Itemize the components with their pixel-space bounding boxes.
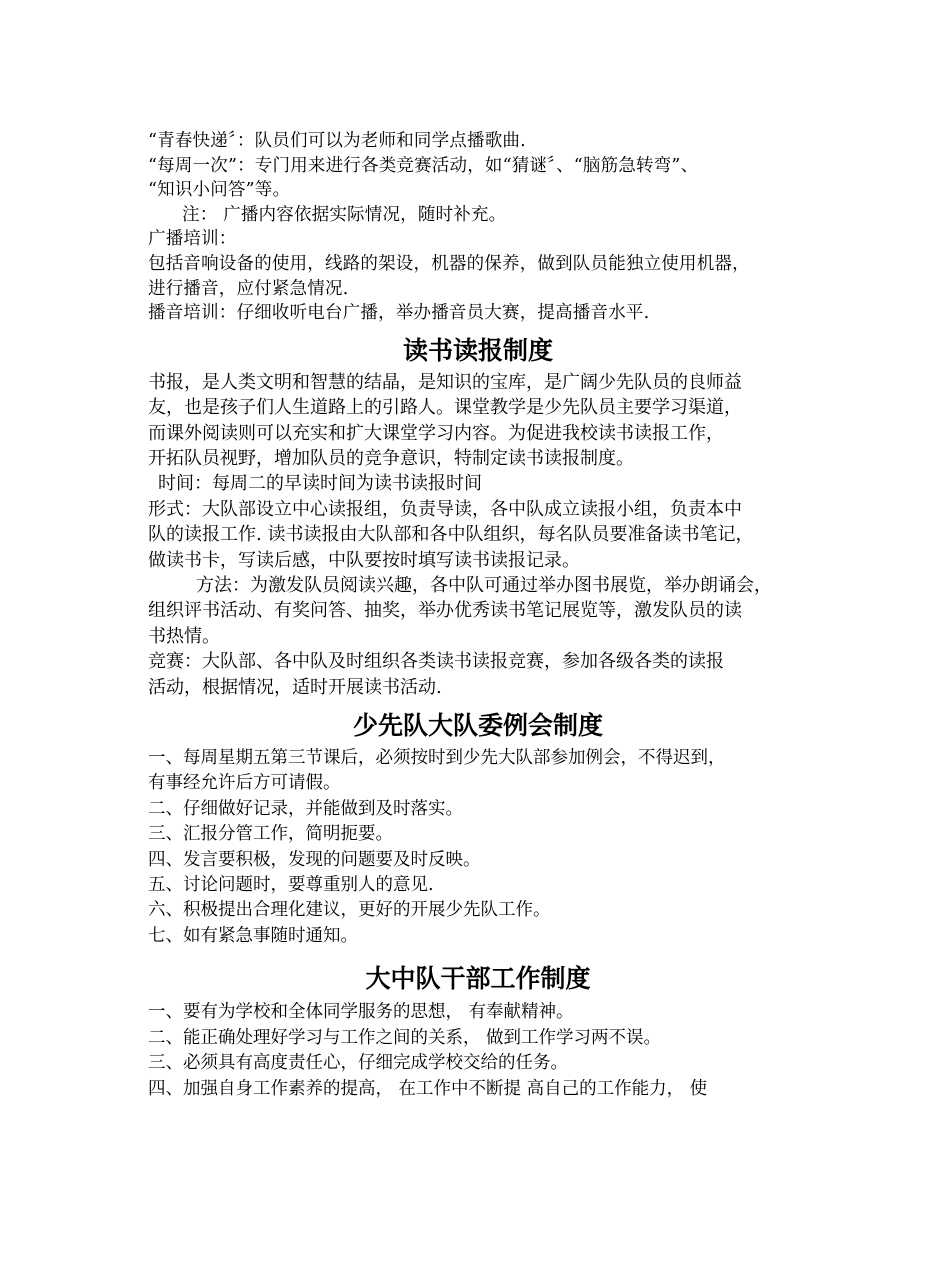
list-item: 三、必须具有高度责任心，仔细完成学校交给的任务。	[148, 1053, 568, 1074]
list-item: 二、能正确处理好学习与工作之间的关系， 做到工作学习两不误。	[148, 1027, 662, 1048]
broadcast-section	[148, 129, 838, 326]
text-line: 活动，根据情况，适时开展读书活动.	[148, 676, 442, 698]
list-item: 六、积极提出合理化建议，更好的开展少先队工作。	[148, 900, 551, 921]
list-item: 四、加强自身工作素养的提高， 在工作中不断提 高自己的工作能力， 使	[148, 1078, 708, 1099]
list-item: 二、仔细做好记录，并能做到及时落实。	[148, 798, 463, 819]
note-line: 注： 广播内容依据实际情况，随时补充。	[182, 204, 507, 225]
text-line: 播音培训：仔细收听电台广播，举办播音员大赛，提高播音水平.	[148, 303, 650, 324]
list-item: 三、汇报分管工作，简明扼要。	[148, 824, 393, 845]
text-line: 书热情。	[148, 625, 220, 647]
text-line: 时间：每周二的早读时间为读书读报时间	[158, 473, 482, 495]
section-heading-cadre: 大中队干部工作制度	[365, 964, 591, 994]
document-page	[148, 129, 838, 1102]
text-line: 进行播音，应付紧急情况.	[148, 278, 349, 299]
text-line: “青春快递〞：队员们可以为老师和同学点播歌曲.	[148, 131, 526, 151]
text-line: 友，也是孩子们人生道路上的引路人。课堂教学是少先队员主要学习渠道，	[148, 397, 742, 419]
cadre-section	[148, 1000, 838, 1102]
list-item: 五、讨论问题时，要尊重别人的意见.	[148, 875, 434, 896]
list-item: 一、每周星期五第三节课后，必须按时到少先大队部参加例会，不得迟到，	[148, 748, 726, 769]
text-line: 做读书卡，写读后感，中队要按时填写读书读报记录。	[148, 549, 580, 571]
list-item: 一、要有为学校和全体同学服务的思想， 有奉献精神。	[148, 1002, 574, 1023]
list-item: 七、如有紧急事随时通知。	[148, 925, 358, 946]
text-line: 形式：大队部设立中心读报组，负责导读，各中队成立读报小组，负责本中	[148, 498, 742, 520]
section-heading-meeting: 少先队大队委例会制度	[352, 711, 603, 741]
text-line: 开拓队员视野，增加队员的竞争意识，特制定读书读报制度。	[148, 447, 634, 469]
text-line: 竞赛：大队部、各中队及时组织各类读书读报竞赛，参加各级各类的读报	[148, 651, 724, 673]
list-item: 有事经允许后方可请假。	[148, 773, 341, 794]
section-heading-reading: 读书读报制度	[402, 335, 553, 365]
text-line: 队的读报工作. 读书读报由大队部和各中队组织，每名队员要准备读书笔记，	[148, 524, 754, 546]
text-line: 广播培训：	[148, 229, 237, 250]
reading-section	[148, 370, 838, 700]
text-line: 而课外阅读则可以充实和扩大课堂学习内容。为促进我校读书读报工作，	[148, 422, 724, 444]
text-line: “知识小问答”等。	[148, 180, 291, 201]
text-line: 包括音响设备的使用，线路的架设，机器的保养，做到队员能独立使用机器，	[148, 253, 750, 274]
list-item: 四、发言要积极，发现的问题要及时反映。	[148, 849, 481, 870]
text-line: 方法：为激发队员阅读兴趣，各中队可通过举办图书展览，举办朗诵会，	[196, 575, 772, 596]
text-line: 书报，是人类文明和智慧的结晶，是知识的宝库，是广阔少先队员的良师益	[148, 371, 742, 393]
meeting-section	[148, 746, 838, 949]
text-line: 组织评书活动、有奖问答、抽奖，举办优秀读书笔记展览等，激发队员的读	[148, 600, 742, 622]
text-line: “每周一次”：专门用来进行各类竞赛活动，如“猜谜〞、“脑筋急转弯”、	[148, 155, 699, 176]
